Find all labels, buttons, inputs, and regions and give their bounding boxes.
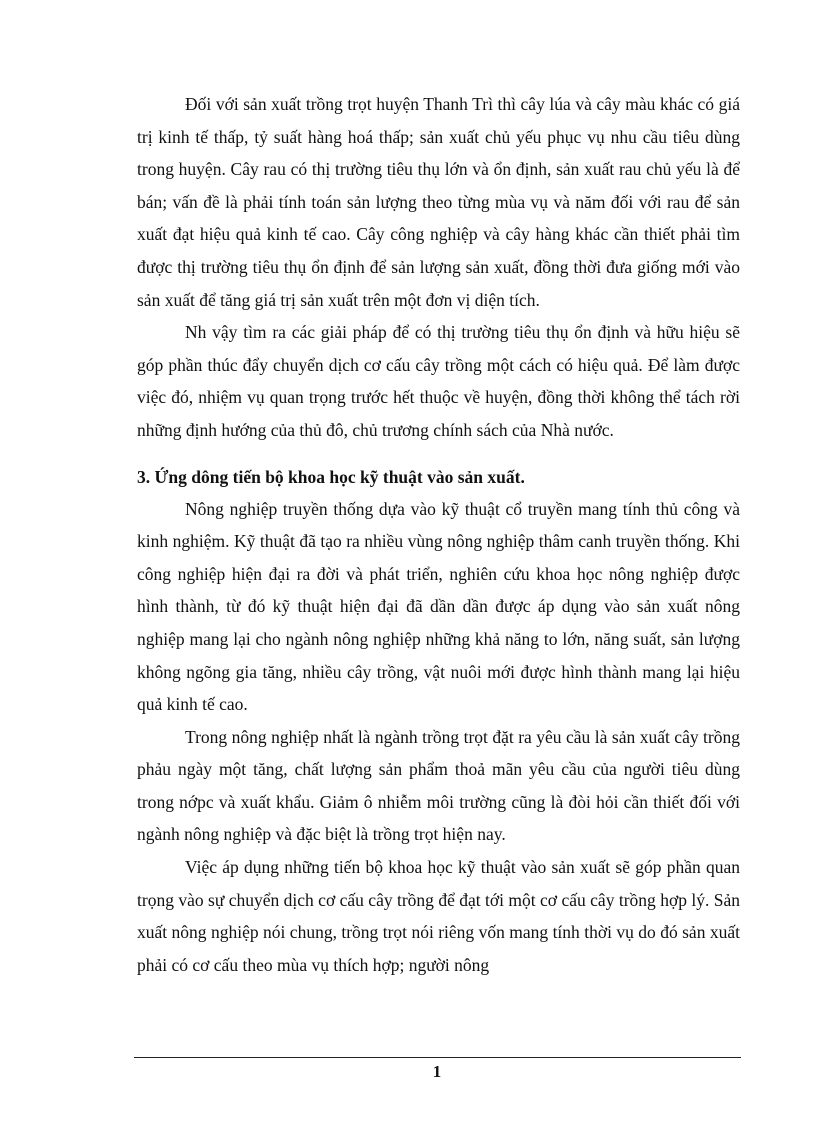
footer-divider bbox=[134, 1057, 741, 1058]
section-heading: 3. Ứng dông tiến bộ khoa học kỹ thuật vào sản xuất. bbox=[137, 466, 525, 487]
paragraph-solutions: Nh vậy tìm ra các giải pháp để có thị trường tiêu thụ ổn định và hữu hiệu sẽ góp phần thúc đẩy chuyển dịch cơ cấu cây trồng một cách có hiệu quả. Để làm được việc đó, nhiệm vụ quan trọng trước hết thuộc về huyện, đồng thời không thể tách rời những định hướng của thủ đô, chủ trương chính sách của Nhà nước. bbox=[137, 322, 740, 440]
page-body bbox=[137, 88, 740, 981]
paragraph-market-crops: Đối với sản xuất trồng trọt huyện Thanh Trì thì cây lúa và cây màu khác có giá trị kinh tế thấp, tỷ suất hàng hoá thấp; sản xuất chủ yếu phục vụ nhu cầu tiêu dùng trong huyện. Cây rau có thị trường tiêu thụ lớn và ổn định, sản xuất rau chủ yếu là để bán; vấn đề là phải tính toán sản lượng theo từng mùa vụ và năm đối với rau để sản xuất đạt hiệu quả kinh tế cao. Cây công nghiệp và cây hàng khác cần thiết phải tìm được thị trường tiêu thụ ổn định để sản lượng sản xuất, đồng thời đưa giống mới vào sản xuất để tăng giá trị sản xuất trên một đơn vị diện tích. bbox=[137, 94, 740, 310]
paragraph-technology-application: Việc áp dụng những tiến bộ khoa học kỹ thuật vào sản xuất sẽ góp phần quan trọng vào sự chuyển dịch cơ cấu cây trồng để đạt tới một cơ cấu cây trồng hợp lý. Sản xuất nông nghiệp nói chung, trồng trọt nói riêng vốn mang tính thời vụ do đó sản xuất phải có cơ cấu theo mùa vụ thích hợp; người nông bbox=[137, 857, 740, 975]
paragraph-cultivation-requirements: Trong nông nghiệp nhất là ngành trồng trọt đặt ra yêu cầu là sản xuất cây trồng phảu ngày một tăng, chất lượng sản phẩm thoả mãn yêu cầu của người tiêu dùng trong nớpc và xuất khẩu. Giảm ô nhiễm môi trường cũng là đòi hỏi cần thiết đối với ngành nông nghiệp và đặc biệt là trồng trọt hiện nay. bbox=[137, 726, 740, 845]
page-number: 1 bbox=[432, 1062, 442, 1081]
paragraph-traditional-agriculture: Nông nghiệp truyền thống dựa vào kỹ thuật cổ truyền mang tính thủ công và kinh nghiệm. Kỹ thuật đã tạo ra nhiều vùng nông nghiệp thâm canh truyền thống. Khi công nghiệp hiện đại ra đời và phát triển, nghiên cứu khoa học nông nghiệp được hình thành, từ đó kỹ thuật hiện đại đã dần dần được áp dụng vào sản xuất nông nghiệp mang lại cho ngành nông nghiệp những khả năng to lớn, năng suất, sản lượng không ngõng gia tăng, nhiều cây trồng, vật nuôi mới được hình thành mang lại hiệu quả kinh tế cao. bbox=[137, 498, 740, 715]
